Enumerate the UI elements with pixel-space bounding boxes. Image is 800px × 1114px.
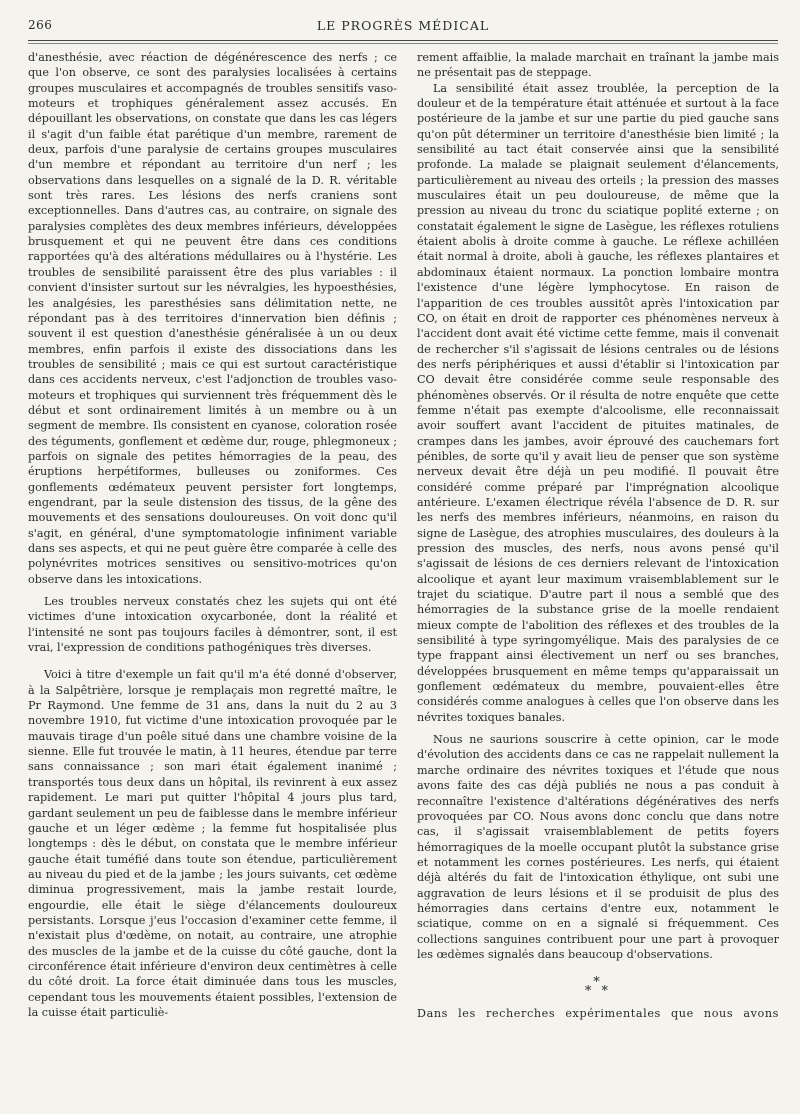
- header-rule: [28, 40, 778, 41]
- header-rule-thin: [28, 43, 778, 44]
- paragraph: Les troubles nerveux constatés chez les sujets qui ont été victimes d'une intoxication oxycarbonée, dont la réalité et l'intensité ne sont pas toujours faciles à démontrer, sont, il est vrai, l'expression de conditions pathogéniques très diverses.: [28, 595, 397, 655]
- paragraph: rement affaiblie, la malade marchait en traînant la jambe mais ne présentait pas de steppage.: [417, 51, 779, 80]
- paragraph: La sensibilité était assez troublée, la perception de la douleur et de la température était atténuée et surtout à la face postérieure de la jambe et sur une partie du pied gauche sans qu'on pût déterminer un territoire d'anesthésie bien limité ; la sensibilité au tact était conservée ainsi que la sensibilité profonde. La malade se plaignait seulement d'élancements, particulièrement au niveau des orteils ; la pression des masses musculaires était un peu douloureuse, de même que la pression au niveau du tronc du sciatique poplité externe ; on constatait également le signe de Lasègue, les réflexes rotuliens étaient abolis à droite comme à gauche. Le réflexe achilléen était normal à droite, aboli à gauche, les réflexes plantaires et abdominaux étaient normaux. La ponction lombaire montra l'existence d'une légère lymphocytose. En raison de l'apparition de ces troubles aussitôt après l'intoxication par CO, on était en droit de rapporter ces phénomènes nerveux à l'accident dont avait été victime cette femme, mais il convenait de rechercher s'il s'agissait de lésions centrales ou de lésions des nerfs périphériques et aussi d'établir si l'intoxication par CO devait être considérée comme seule responsable des phénomènes observés. Or il résulta de notre enquête que cette femme n'était pas exempte d'alcoolisme, elle reconnaissait avoir souffert avant l'accident de pituites matinales, de crampes dans les jambes, avoir éprouvé des cauchemars fort pénibles, de sorte qu'il y avait lieu de penser que son système nerveux devait être déjà un peu modifié. Il pouvait être considéré comme préparé par l'imprégnation alcoolique antérieure. L'examen électrique révéla l'absence de D. R. sur les nerfs des membres inférieurs, néanmoins, en raison du signe de Lasègue, des atrophies musculaires, des douleurs à la pression des muscles, des nerfs, nous avons pensé qu'il s'agissait de lésions de ces derniers relevant de l'intoxication alcoolique et ayant leur maximum vraisemblablement sur le trajet du sciatique. D'autre part il nous a semblé que des hémorragies de la substance grise de la moelle rendaient mieux compte de l'abolition des réflexes et des troubles de la sensibilité à type syringomyélique. Mais des paralysies de ce type frappant ainsi électivement un nerf ou ses branches, développées brusquement en même temps qu'apparaissait un gonflement œdémateux du membre, pouvaient-elles être considérés comme analogues à celles que l'on observe dans les névrites toxiques banales.: [417, 81, 779, 724]
- section-asterism: * * *: [584, 975, 612, 1000]
- page-header: [28, 18, 778, 40]
- left-column: [28, 50, 397, 1020]
- running-title: LE PROGRÈS MÉDICAL: [316, 18, 490, 33]
- page-number: 266: [28, 18, 53, 32]
- paragraph: Nous ne saurions souscrire à cette opinion, car le mode d'évolution des accidents dans ce cas ne rappelait nullement la marche ordinaire des névrites toxiques et l'étude que nous avons faite des cas déjà publiés ne nous a pas conduit à reconnaître l'existence d'altérations dégénératives des nerfs provoquées par CO. Nous avons donc conclu que dans notre cas, il s'agissait vraisemblablement de petits foyers hémorragiques de la moelle occupant plutôt la substance grise et notamment les cornes postérieures. Les nerfs, qui étaient déjà altérés du fait de l'intoxication éthylique, ont subi une aggravation de leurs lésions et il se produisit de plus des hémorragies dans certains d'entre eux, notamment le sciatique, comme on en a signalé si fréquemment. Ces collections sanguines contribuent pour une part à provoquer les œdèmes signalés dans beaucoup d'observations.: [417, 733, 779, 961]
- paragraph: Voici à titre d'exemple un fait qu'il m'a été donné d'observer, à la Salpêtrière, lorsque je remplaçais mon regretté maître, le Pr Raymond. Une femme de 31 ans, dans la nuit du 2 au 3 novembre 1910, fut victime d'une intoxication provoquée par le mauvais tirage d'un poêle situé dans une chambre voisine de la sienne. Elle fut trouvée le matin, à 11 heures, étendue par terre sans connaissance ; son mari était également inanimé ; transportés tous deux dans un hôpital, ils revinrent à eux assez rapidement. Le mari put quitter l'hôpital 4 jours plus tard, gardant seulement un peu de faiblesse dans le membre inférieur gauche et un léger œdème ; la femme fut hospitalisée plus longtemps : dès le début, on constata que le membre inférieur gauche était tuméfié dans toute son étendue, particulièrement au niveau du pied et de la jambe ; les jours suivants, cet œdème diminua progressivement, mais la jambe restait lourde, engourdie, elle était le siège d'élancements douloureux persistants. Lorsque j'eus l'occasion d'examiner cette femme, il n'existait plus d'œdème, on notait, au contraire, une atrophie des muscles de la jambe et de la cuisse du côté gauche, dont la circonférence était inférieure d'environ deux centimètres à celle du côté droit. La force était diminuée dans tous les muscles, cependant tous les mouvements étaient possibles, l'extension de la cuisse était particuliè-: [28, 668, 397, 1019]
- right-column: [417, 50, 779, 1022]
- paragraph: d'anesthésie, avec réaction de dégénérescence des nerfs ; ce que l'on observe, ce sont des paralysies localisées à certains groupes musculaires et accompagnés de troubles sensitifs vaso-moteurs et trophiques généralement assez accusés. En dépouillant les observations, on constate que dans les cas légers il s'agit d'un faible état parétique d'un membre, rarement de deux, parfois d'une paralysie de certains groupes musculaires d'un membre et répondant au territoire d'un nerf ; les observations dans lesquelles on a signalé de la D. R. véritable sont très rares. Les lésions des nerfs craniens sont exceptionnelles. Dans d'autres cas, au contraire, on signale des paralysies complètes des deux membres inférieurs, développées brusquement et qui ne peuvent être dans ces conditions rapportées qu'à des altérations médullaires ou à l'hystérie. Les troubles de sensibilité paraissent être des plus variables : il convient d'insister surtout sur les névralgies, les hypoesthésies, les analgésies, les paresthésies sans délimitation nette, ne répondant pas à des territoires d'innervation bien définis ; souvent il est question d'anesthésie généralisée à un ou deux membres, enfin parfois il existe des dissociations dans les troubles de sensibilité ; mais ce qui est surtout caractéristique dans ces accidents nerveux, c'est l'adjonction de troubles vaso-moteurs et trophiques qui surviennent très fréquemment dès le début et sont ordinairement limités à un membre ou à un segment de membre. Ils consistent en cyanose, coloration rosée des téguments, gonflement et œdème dur, rouge, phlegmoneux ; parfois on signale des petites hémorragies de la peau, des éruptions herpétiformes, bulleuses ou zoniformes. Ces gonflements œdémateux peuvent persister fort longtemps, engendrant, par la seule distension des tissus, de la gêne des mouvements et des sensations douloureuses. On voit donc qu'il s'agit, en général, d'une symptomatologie infiniment variable dans ses aspects, et qui ne peut guère être comparée à celle des polynévrites motrices sensitives ou sensitivo-motrices qu'on observe dans les intoxications.: [28, 51, 397, 586]
- paragraph-start: Dans les recherches expérimentales que nous avons: [417, 1007, 779, 1021]
